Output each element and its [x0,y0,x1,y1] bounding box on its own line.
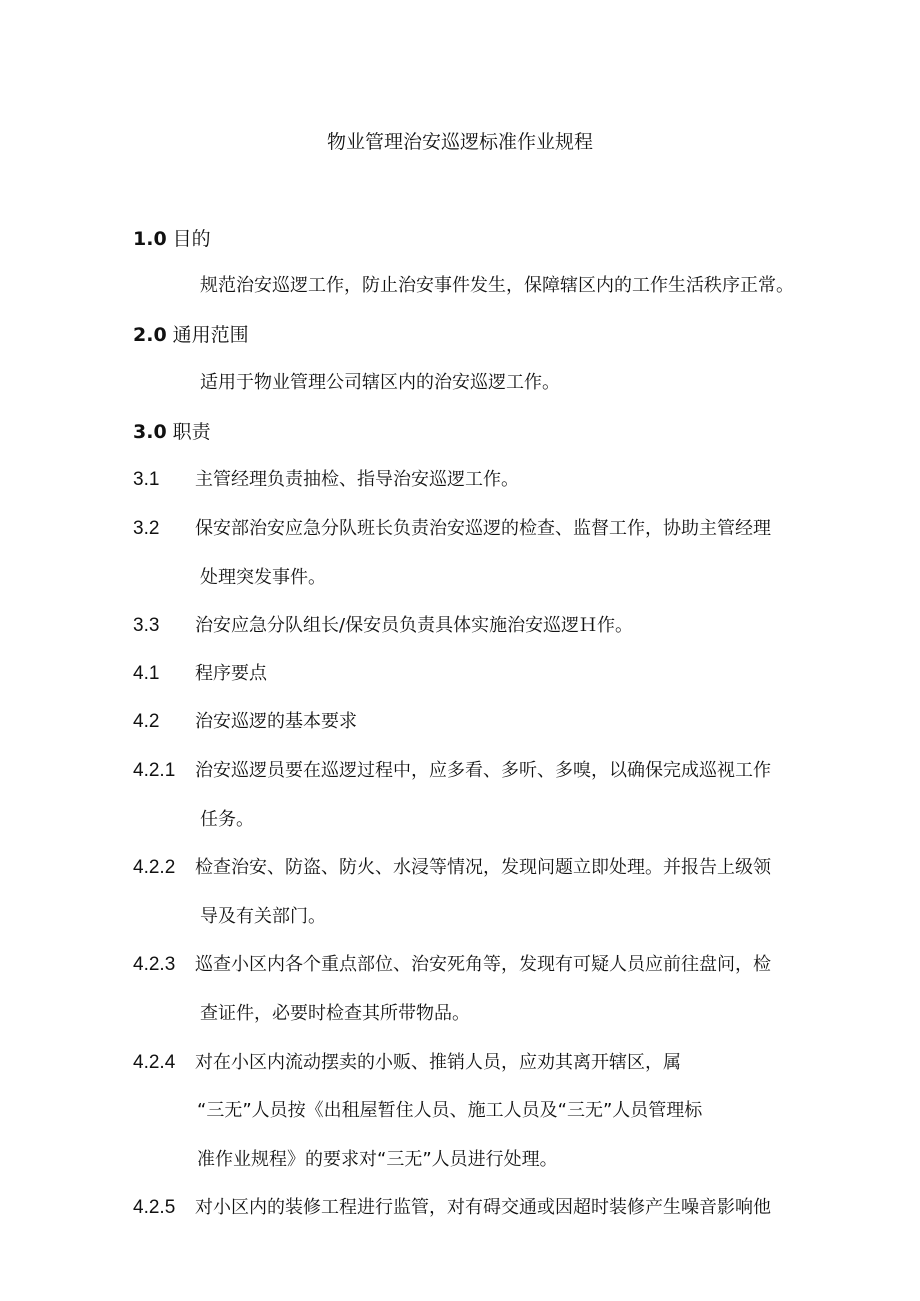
item-number: 4.2.4 [133,1052,176,1073]
item-text: 对在小区内流动摆卖的小贩、推销人员，应劝其离开辖区，属 [195,1052,681,1073]
section-paragraph-purpose: 规范治安巡逻工作，防止治安事件发生，保障辖区内的工作生活秩序正常。 [200,275,794,296]
item-continuation: 处理突发事件。 [200,567,326,588]
item-text: 对小区内的装修工程进行监管，对有碍交通或因超时装修产生噪音影响他 [195,1197,771,1218]
list-item [133,951,771,979]
item-text: 治安应急分队组长/保安员负责具体实施治安巡逻Ｈ作。 [195,615,634,636]
list-item [133,660,267,688]
list-item [133,757,771,785]
item-continuation: 查证件，必要时检查其所带物品。 [200,1003,470,1024]
section-paragraph-scope: 适用于物业管理公司辖区内的治安巡逻工作。 [200,372,560,393]
item-text: 治安巡逻的基本要求 [195,711,357,732]
item-continuation: “三无”人员按《出租屋暂住人员、施工人员及“三无”人员管理标 [197,1100,703,1121]
list-item [133,708,357,736]
section-heading-purpose [133,225,211,253]
list-item [133,612,633,640]
item-number: 3.1 [133,469,160,490]
section-heading-scope [133,321,249,349]
item-text: 程序要点 [195,663,267,684]
item-text: 治安巡逻员要在巡逻过程中，应多看、多听、多嗅，以确保完成巡视工作 [195,760,771,781]
item-continuation: 导及有关部门。 [200,906,326,927]
item-text: 保安部治安应急分队班长负责治安巡逻的检查、监督工作，协助主管经理 [195,518,771,539]
item-number: 3.3 [133,615,160,636]
list-item [133,1194,771,1222]
section-number: 2.0 [133,324,167,346]
section-heading-duties [133,418,211,446]
section-number: 1.0 [133,228,167,250]
section-title: 目的 [172,228,211,250]
item-continuation: 准作业规程》的要求对“三无”人员进行处理。 [197,1149,558,1170]
item-number: 3.2 [133,518,160,539]
list-item [133,515,771,543]
item-number: 4.2.3 [133,954,176,975]
item-text: 主管经理负责抽检、指导治安巡逻工作。 [195,469,519,490]
item-number: 4.2.1 [133,760,176,781]
item-number: 4.2.2 [133,857,176,878]
section-title: 职责 [172,421,211,443]
list-item [133,466,519,494]
list-item [133,854,771,882]
item-text: 检查治安、防盗、防火、水浸等情况，发现问题立即处理。并报告上级领 [195,857,771,878]
item-text: 巡查小区内各个重点部位、治安死角等，发现有可疑人员应前往盘问，检 [195,954,771,975]
item-continuation: 任务。 [200,809,254,830]
list-item [133,1049,681,1077]
document-title: 物业管理治安巡逻标准作业规程 [326,131,593,153]
item-number: 4.2 [133,711,160,732]
section-number: 3.0 [133,421,167,443]
item-number: 4.1 [133,663,160,684]
section-title: 通用范围 [172,324,249,346]
item-number: 4.2.5 [133,1197,176,1218]
